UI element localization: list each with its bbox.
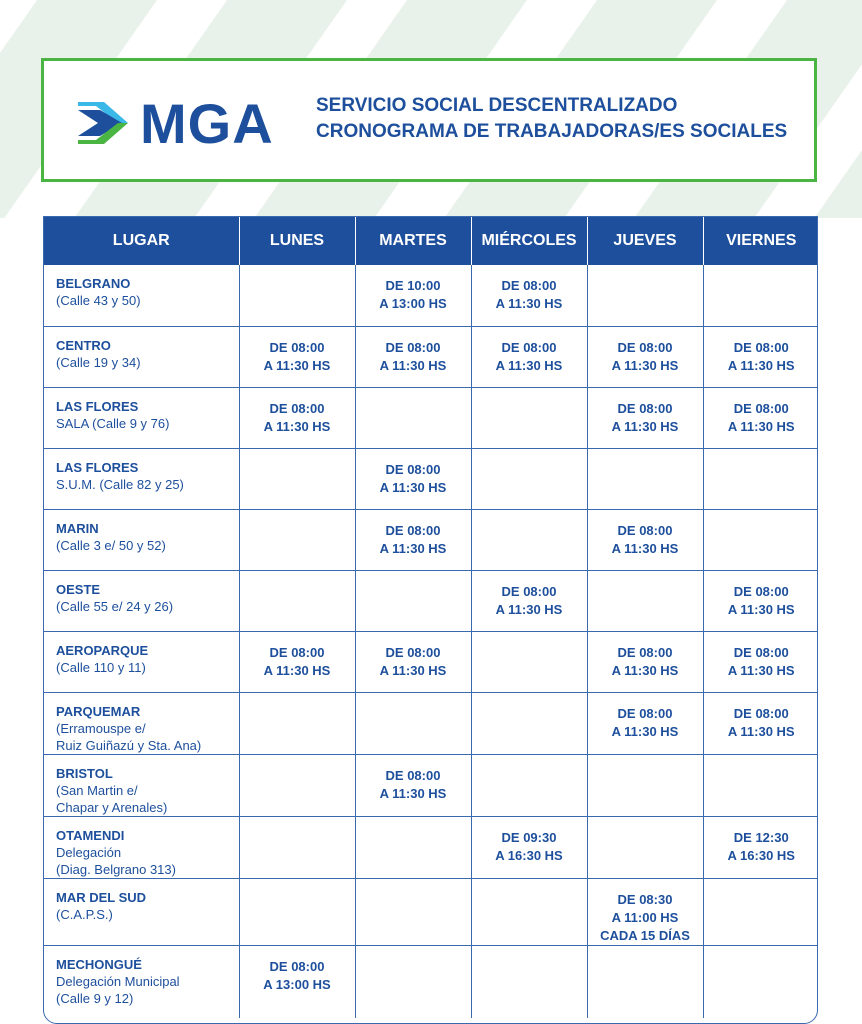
time-slot (472, 632, 587, 644)
column-header: MIÉRCOLES (471, 217, 587, 265)
place-address: SALA (Calle 9 y 76) (56, 415, 170, 431)
time-slot (240, 265, 355, 277)
schedule-cell (587, 326, 703, 387)
place-address: (Calle 55 e/ 24 y 26) (56, 598, 174, 614)
place-cell (44, 692, 239, 754)
time-slot (472, 693, 587, 705)
schedule-cell (471, 570, 587, 631)
schedule-cell (239, 816, 355, 878)
schedule-cell (471, 945, 587, 1018)
logo-text: MGA (140, 91, 274, 155)
place-name: PARQUEMAR (56, 703, 141, 719)
column-header: JUEVES (587, 217, 703, 265)
place-cell (44, 816, 239, 878)
place-name: MAR DEL SUD (56, 889, 147, 905)
schedule-cell (355, 631, 471, 692)
time-slot (588, 755, 703, 767)
place-cell (44, 570, 239, 631)
time-slot (240, 755, 355, 767)
schedule-cell (703, 326, 818, 387)
time-slot: DE 08:00 A 11:30 HS (727, 705, 795, 739)
header-box (41, 58, 817, 182)
time-slot: DE 09:30 A 16:30 HS (495, 829, 563, 863)
schedule-cell (239, 448, 355, 509)
schedule-cell (471, 631, 587, 692)
time-slot (588, 571, 703, 583)
schedule-cell (703, 878, 818, 945)
time-slot (356, 388, 471, 400)
time-slot (240, 449, 355, 461)
place-address: (Calle 3 e/ 50 y 52) (56, 537, 166, 553)
time-slot (356, 571, 471, 583)
mga-logo (74, 91, 274, 155)
table-row (44, 878, 818, 945)
place-address: Ruiz Guiñazú y Sta. Ana) (56, 737, 202, 753)
place-name: OTAMENDI (56, 827, 125, 843)
place-address: (Calle 110 y 11) (56, 659, 146, 675)
place-name: AEROPARQUE (56, 642, 149, 658)
schedule-cell (355, 387, 471, 448)
schedule-cell (239, 570, 355, 631)
time-slot (472, 449, 587, 461)
time-slot (704, 449, 819, 461)
schedule-cell (471, 387, 587, 448)
schedule-cell (703, 509, 818, 570)
time-slot (472, 946, 587, 958)
place-name: LAS FLORES (56, 459, 139, 475)
place-cell (44, 387, 239, 448)
table-row (44, 945, 818, 1018)
schedule-cell (703, 816, 818, 878)
schedule-cell (355, 945, 471, 1018)
time-slot: DE 08:00 A 11:30 HS (611, 400, 679, 434)
place-cell (44, 509, 239, 570)
schedule-cell (355, 692, 471, 754)
time-slot: DE 08:00 A 11:30 HS (727, 339, 795, 373)
time-slot: DE 08:00 A 11:30 HS (263, 339, 331, 373)
time-slot: DE 08:00 A 11:30 HS (495, 583, 563, 617)
schedule-cell (471, 509, 587, 570)
place-address: (San Martin e/ (56, 782, 138, 798)
column-header: LUGAR (44, 217, 239, 265)
time-slot: DE 08:00 A 11:30 HS (611, 339, 679, 373)
schedule-cell (355, 816, 471, 878)
place-cell (44, 326, 239, 387)
time-slot (240, 879, 355, 891)
time-slot (472, 755, 587, 767)
place-cell (44, 878, 239, 945)
time-slot: DE 08:00 A 11:30 HS (379, 522, 447, 556)
table-row (44, 692, 818, 754)
schedule-cell (239, 631, 355, 692)
time-slot: DE 08:00 A 11:30 HS (727, 644, 795, 678)
time-slot (240, 510, 355, 522)
time-slot (704, 510, 819, 522)
place-cell (44, 631, 239, 692)
schedule-cell (471, 326, 587, 387)
place-address: (Erramouspe e/ (56, 720, 146, 736)
schedule-cell (587, 878, 703, 945)
place-address: (Calle 9 y 12) (56, 990, 134, 1006)
time-slot: DE 08:00 A 11:30 HS (379, 767, 447, 801)
table-row (44, 448, 818, 509)
time-slot: DE 08:00 A 11:30 HS (379, 461, 447, 495)
schedule-cell (355, 326, 471, 387)
header-title (316, 93, 787, 145)
place-cell (44, 945, 239, 1018)
schedule-cell (587, 692, 703, 754)
table-row (44, 754, 818, 816)
schedule-cell (587, 265, 703, 326)
time-slot: DE 08:00 A 11:30 HS (611, 522, 679, 556)
time-slot: DE 10:00 A 13:00 HS (379, 278, 447, 311)
schedule-cell (703, 754, 818, 816)
chevron-logo-icon (74, 98, 132, 148)
place-address: S.U.M. (Calle 82 y 25) (56, 476, 184, 492)
time-slot: DE 08:00 A 11:30 HS (379, 339, 447, 373)
time-slot: DE 08:00 A 11:30 HS (611, 644, 679, 678)
schedule-cell (239, 387, 355, 448)
place-cell (44, 448, 239, 509)
place-address: Delegación (56, 844, 122, 860)
time-slot: DE 08:00 A 11:30 HS (379, 644, 447, 678)
place-cell (44, 754, 239, 816)
place-name: OESTE (56, 581, 101, 597)
schedule-cell (355, 754, 471, 816)
time-slot: DE 08:30 A 11:00 HS CADA 15 DÍAS (600, 891, 690, 943)
place-name: CENTRO (56, 337, 111, 353)
header-title-line1: SERVICIO SOCIAL DESCENTRALIZADO (316, 95, 678, 116)
schedule-table (43, 216, 818, 1024)
table-row (44, 326, 818, 387)
table-row (44, 265, 818, 326)
table-header-row (44, 217, 818, 265)
place-cell (44, 265, 239, 326)
time-slot: DE 08:00 A 11:30 HS (263, 644, 331, 678)
schedule-cell (587, 509, 703, 570)
schedule-cell (471, 754, 587, 816)
time-slot (472, 879, 587, 891)
place-address: (Calle 19 y 34) (56, 354, 141, 370)
schedule-cell (703, 570, 818, 631)
time-slot: DE 08:00 A 11:30 HS (263, 400, 331, 434)
schedule-cell (587, 387, 703, 448)
schedule-cell (471, 448, 587, 509)
schedule-cell (703, 945, 818, 1018)
schedule-cell (703, 448, 818, 509)
place-name: BELGRANO (56, 276, 131, 291)
schedule-cell (587, 816, 703, 878)
schedule-cell (239, 878, 355, 945)
table-row (44, 509, 818, 570)
time-slot (704, 879, 819, 891)
schedule-cell (239, 509, 355, 570)
place-name: LAS FLORES (56, 398, 139, 414)
column-header: VIERNES (703, 217, 818, 265)
schedule-cell (703, 265, 818, 326)
time-slot (588, 449, 703, 461)
time-slot (704, 755, 819, 767)
schedule-cell (587, 570, 703, 631)
column-header: MARTES (355, 217, 471, 265)
place-address: Chapar y Arenales) (56, 799, 168, 815)
table-row (44, 570, 818, 631)
place-name: MARIN (56, 520, 99, 536)
schedule-cell (471, 878, 587, 945)
table-row (44, 631, 818, 692)
table-row (44, 387, 818, 448)
time-slot (704, 946, 819, 958)
time-slot: DE 08:00 A 13:00 HS (263, 958, 331, 992)
time-slot (704, 265, 819, 277)
time-slot (356, 693, 471, 705)
schedule-cell (471, 692, 587, 754)
place-address: (Calle 43 y 50) (56, 293, 141, 308)
place-address: Delegación Municipal (56, 973, 180, 989)
place-address: (Diag. Belgrano 313) (56, 861, 176, 877)
schedule-cell (239, 692, 355, 754)
schedule-cell (587, 631, 703, 692)
time-slot: DE 08:00 A 11:30 HS (495, 278, 563, 311)
schedule-cell (587, 945, 703, 1018)
schedule-cell (471, 265, 587, 326)
schedule-cell (355, 509, 471, 570)
place-address: (C.A.P.S.) (56, 906, 113, 922)
schedule-cell (355, 448, 471, 509)
time-slot (356, 817, 471, 829)
schedule-cell (355, 570, 471, 631)
time-slot (588, 265, 703, 277)
schedule-cell (587, 754, 703, 816)
place-name: MECHONGUÉ (56, 956, 142, 972)
schedule-cell (355, 878, 471, 945)
time-slot (240, 571, 355, 583)
schedule-cell (703, 387, 818, 448)
place-name: BRISTOL (56, 765, 113, 781)
time-slot (472, 510, 587, 522)
time-slot (356, 946, 471, 958)
time-slot (472, 388, 587, 400)
schedule-cell (471, 816, 587, 878)
time-slot (240, 693, 355, 705)
schedule-cell (355, 265, 471, 326)
schedule-cell (703, 692, 818, 754)
time-slot: DE 08:00 A 11:30 HS (495, 339, 563, 373)
time-slot: DE 08:00 A 11:30 HS (727, 400, 795, 434)
time-slot (588, 946, 703, 958)
column-header: LUNES (239, 217, 355, 265)
time-slot: DE 08:00 A 11:30 HS (611, 705, 679, 739)
schedule-cell (239, 754, 355, 816)
schedule-cell (587, 448, 703, 509)
time-slot: DE 12:30 A 16:30 HS (727, 829, 795, 863)
header-title-line2: CRONOGRAMA DE TRABAJADORAS/ES SOCIALES (316, 121, 788, 142)
schedule-cell (703, 631, 818, 692)
time-slot: DE 08:00 A 11:30 HS (727, 583, 795, 617)
time-slot (356, 879, 471, 891)
schedule-cell (239, 945, 355, 1018)
time-slot (240, 817, 355, 829)
schedule-cell (239, 326, 355, 387)
table-row (44, 816, 818, 878)
time-slot (588, 817, 703, 829)
schedule-cell (239, 265, 355, 326)
